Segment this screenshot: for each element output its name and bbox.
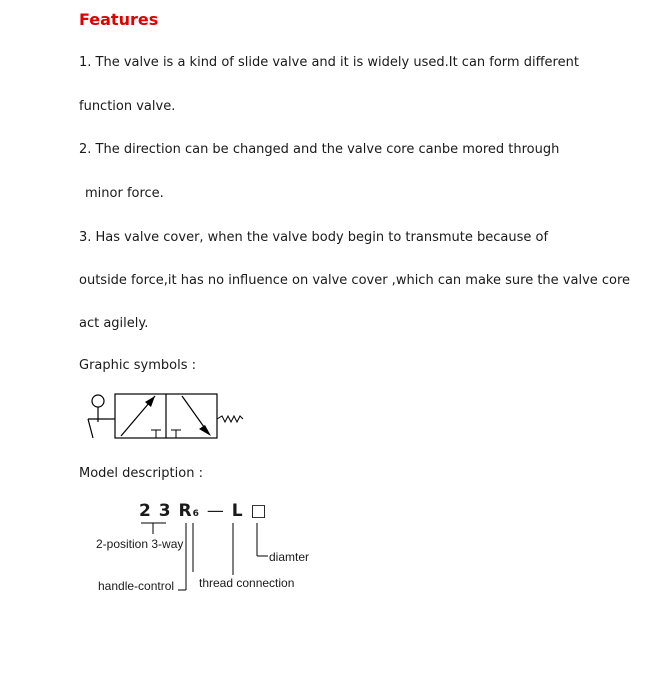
annotation-thread-connection: thread connection bbox=[199, 576, 295, 590]
model-code-subscript: 6 bbox=[192, 509, 200, 519]
model-code-digit-3: 3 bbox=[158, 501, 172, 521]
model-code bbox=[139, 501, 268, 521]
annotation-diameter: diamter bbox=[269, 550, 310, 564]
feature-3-line-1: 3. Has valve cover, when the valve body begin to transmute because of bbox=[79, 230, 549, 245]
annotation-position: 2-position 3-way bbox=[96, 537, 184, 551]
feature-3-line-3: act agilely. bbox=[79, 316, 149, 331]
feature-1-line-2: function valve. bbox=[79, 99, 176, 114]
model-code-dash: — bbox=[206, 501, 225, 521]
model-code-r: R bbox=[178, 501, 193, 521]
graphic-symbols-label: Graphic symbols : bbox=[79, 358, 196, 373]
model-description-label: Model description : bbox=[79, 466, 203, 481]
feature-1-line-1: 1. The valve is a kind of slide valve and it is widely used.It can form different bbox=[79, 55, 579, 70]
features-title: Features bbox=[79, 10, 159, 29]
valve-graphic-symbol bbox=[85, 392, 255, 442]
feature-2-line-2: minor force. bbox=[85, 186, 164, 201]
annotation-handle-control: handle-control bbox=[98, 579, 175, 593]
spring-icon bbox=[217, 416, 243, 422]
handle-knob-icon bbox=[92, 395, 104, 407]
model-code-digit-2: 2 bbox=[139, 501, 152, 521]
feature-3-line-2: outside force,it has no influence on valve cover ,which can make sure the valve core bbox=[79, 273, 631, 288]
feature-2-line-1: 2. The direction can be changed and the valve core canbe mored through bbox=[79, 142, 560, 157]
model-code-l: L bbox=[231, 501, 244, 521]
model-code-box: □ bbox=[250, 501, 268, 521]
